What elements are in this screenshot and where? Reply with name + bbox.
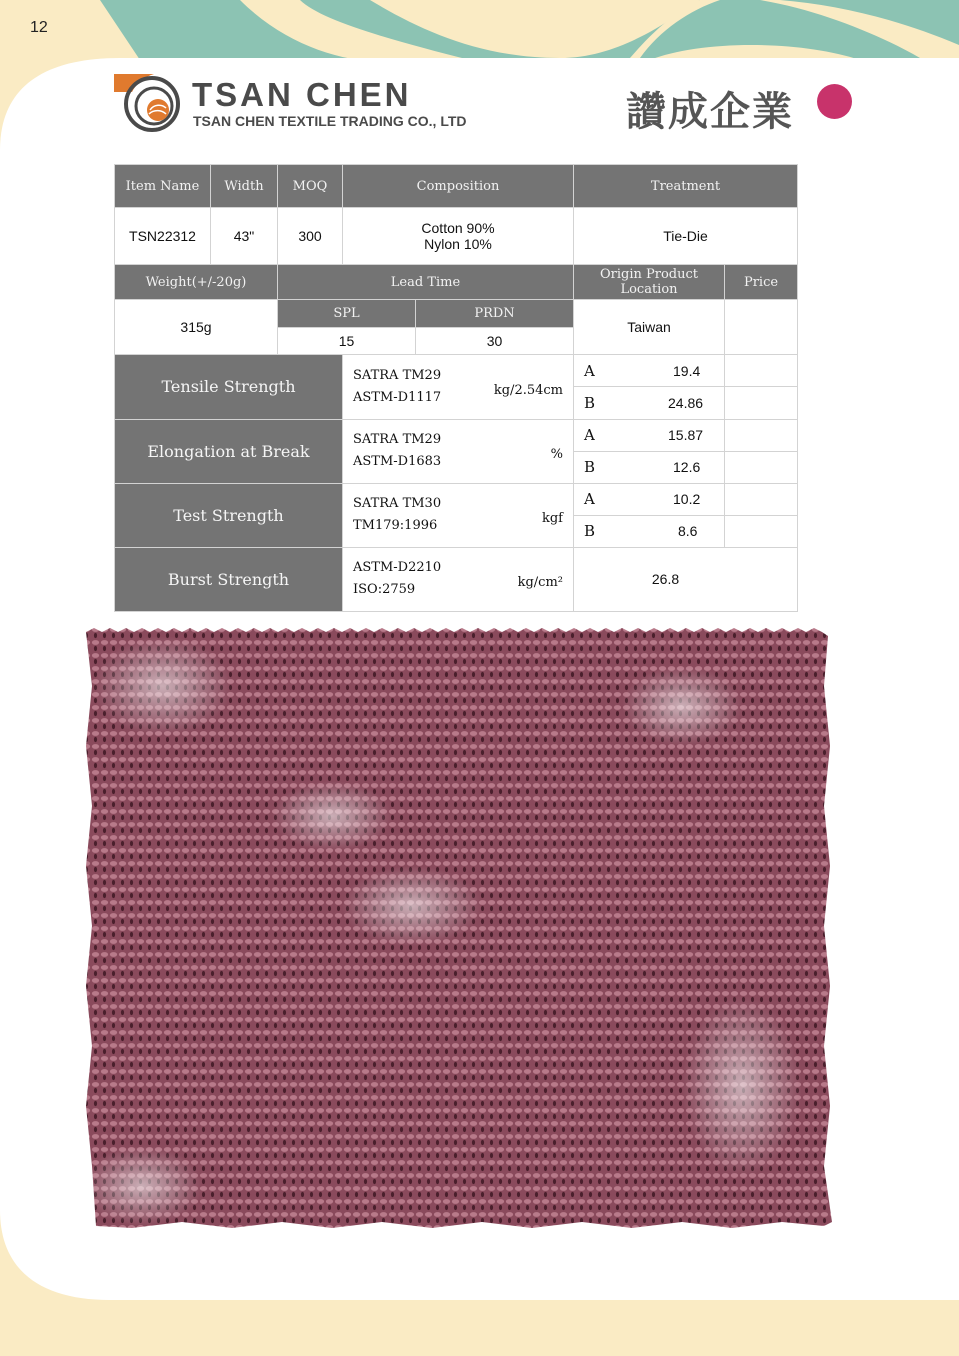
composition-line-1: Cotton 90% bbox=[421, 220, 495, 237]
brand-chinese-name: 讚成企業 bbox=[626, 89, 794, 135]
sample-a-value bbox=[673, 355, 798, 387]
sample-b-value-text: 24.86 bbox=[668, 395, 704, 411]
company-logo-icon bbox=[114, 74, 180, 132]
composition-line-2: Nylon 10% bbox=[424, 236, 492, 253]
sample-a-value-text: 19.4 bbox=[673, 362, 701, 379]
header-composition: Composition bbox=[343, 165, 574, 208]
test-standard-tensile bbox=[343, 355, 574, 419]
test-standard-line-2: ISO:2759 bbox=[353, 582, 416, 598]
spec-table bbox=[114, 164, 798, 612]
price-value bbox=[725, 300, 798, 355]
sample-a-value-text: 15.87 bbox=[668, 427, 704, 444]
test-unit: % bbox=[550, 446, 563, 462]
brand-subtitle: TSAN CHEN TEXTILE TRADING CO., LTD bbox=[193, 113, 467, 129]
sample-a-label: A bbox=[574, 419, 725, 451]
sample-b-value bbox=[673, 451, 798, 483]
page-number: 12 bbox=[30, 19, 48, 36]
brand-name: TSAN CHEN bbox=[192, 76, 412, 113]
weight-value: 315g bbox=[115, 300, 278, 355]
sample-a-value bbox=[668, 419, 798, 451]
fabric-swatch-image bbox=[82, 626, 834, 1230]
test-standard-line-1: SATRA TM30 bbox=[353, 496, 442, 512]
header-weight: Weight(+/-20g) bbox=[115, 265, 278, 300]
width-value: 43" bbox=[211, 208, 278, 265]
test-standard-line-2: TM179:1996 bbox=[353, 518, 438, 534]
sample-b-label: B bbox=[574, 387, 725, 419]
prdn-value: 30 bbox=[416, 328, 574, 355]
test-standard-burst bbox=[343, 547, 574, 611]
sample-b-value bbox=[668, 387, 798, 419]
burst-value-text: 26.8 bbox=[651, 571, 680, 588]
test-standard-elongation bbox=[343, 419, 574, 483]
composition-value bbox=[343, 208, 574, 265]
header-spl: SPL bbox=[278, 300, 416, 328]
test-standard-tear bbox=[343, 483, 574, 547]
test-unit: kg/cm² bbox=[517, 575, 563, 590]
sample-a-value bbox=[673, 483, 798, 515]
header-lead-time: Lead Time bbox=[278, 265, 574, 300]
moq-value: 300 bbox=[278, 208, 343, 265]
sample-b-label: B bbox=[574, 515, 725, 547]
header-item-name: Item Name bbox=[115, 165, 211, 208]
header-prdn: PRDN bbox=[416, 300, 574, 328]
test-standard-line-2: ASTM-D1117 bbox=[353, 389, 442, 405]
sample-a-label: A bbox=[574, 483, 725, 515]
header-price: Price bbox=[725, 265, 798, 300]
origin-value: Taiwan bbox=[574, 300, 725, 355]
header-origin: Origin Product Location bbox=[574, 265, 725, 300]
burst-value bbox=[574, 547, 798, 611]
item-name-value: TSN22312 bbox=[115, 208, 211, 265]
treatment-value: Tie-Die bbox=[574, 208, 798, 265]
test-unit: kgf bbox=[541, 510, 563, 526]
header-moq: MOQ bbox=[278, 165, 343, 208]
test-name-elongation: Elongation at Break bbox=[115, 419, 343, 483]
header-treatment: Treatment bbox=[574, 165, 798, 208]
test-name-burst: Burst Strength bbox=[115, 547, 343, 611]
test-name-tear: Test Strength bbox=[115, 483, 343, 547]
sample-b-value-text: 12.6 bbox=[673, 459, 701, 476]
brand-dot bbox=[817, 84, 852, 119]
test-standard-line-2: ASTM-D1683 bbox=[353, 454, 442, 470]
spl-value: 15 bbox=[278, 328, 416, 355]
test-standard-line-1: ASTM-D2210 bbox=[353, 560, 442, 576]
test-unit: kg/2.54cm bbox=[493, 382, 563, 398]
sample-a-value-text: 10.2 bbox=[673, 491, 701, 508]
sample-b-value-text: 8.6 bbox=[678, 523, 698, 540]
sample-b-value bbox=[678, 515, 798, 547]
test-name-tensile: Tensile Strength bbox=[115, 355, 343, 419]
header-width: Width bbox=[211, 165, 278, 208]
sample-b-label: B bbox=[574, 451, 725, 483]
test-standard-line-1: SATRA TM29 bbox=[353, 367, 442, 383]
test-standard-line-1: SATRA TM29 bbox=[353, 432, 442, 448]
sample-a-label: A bbox=[574, 355, 725, 387]
